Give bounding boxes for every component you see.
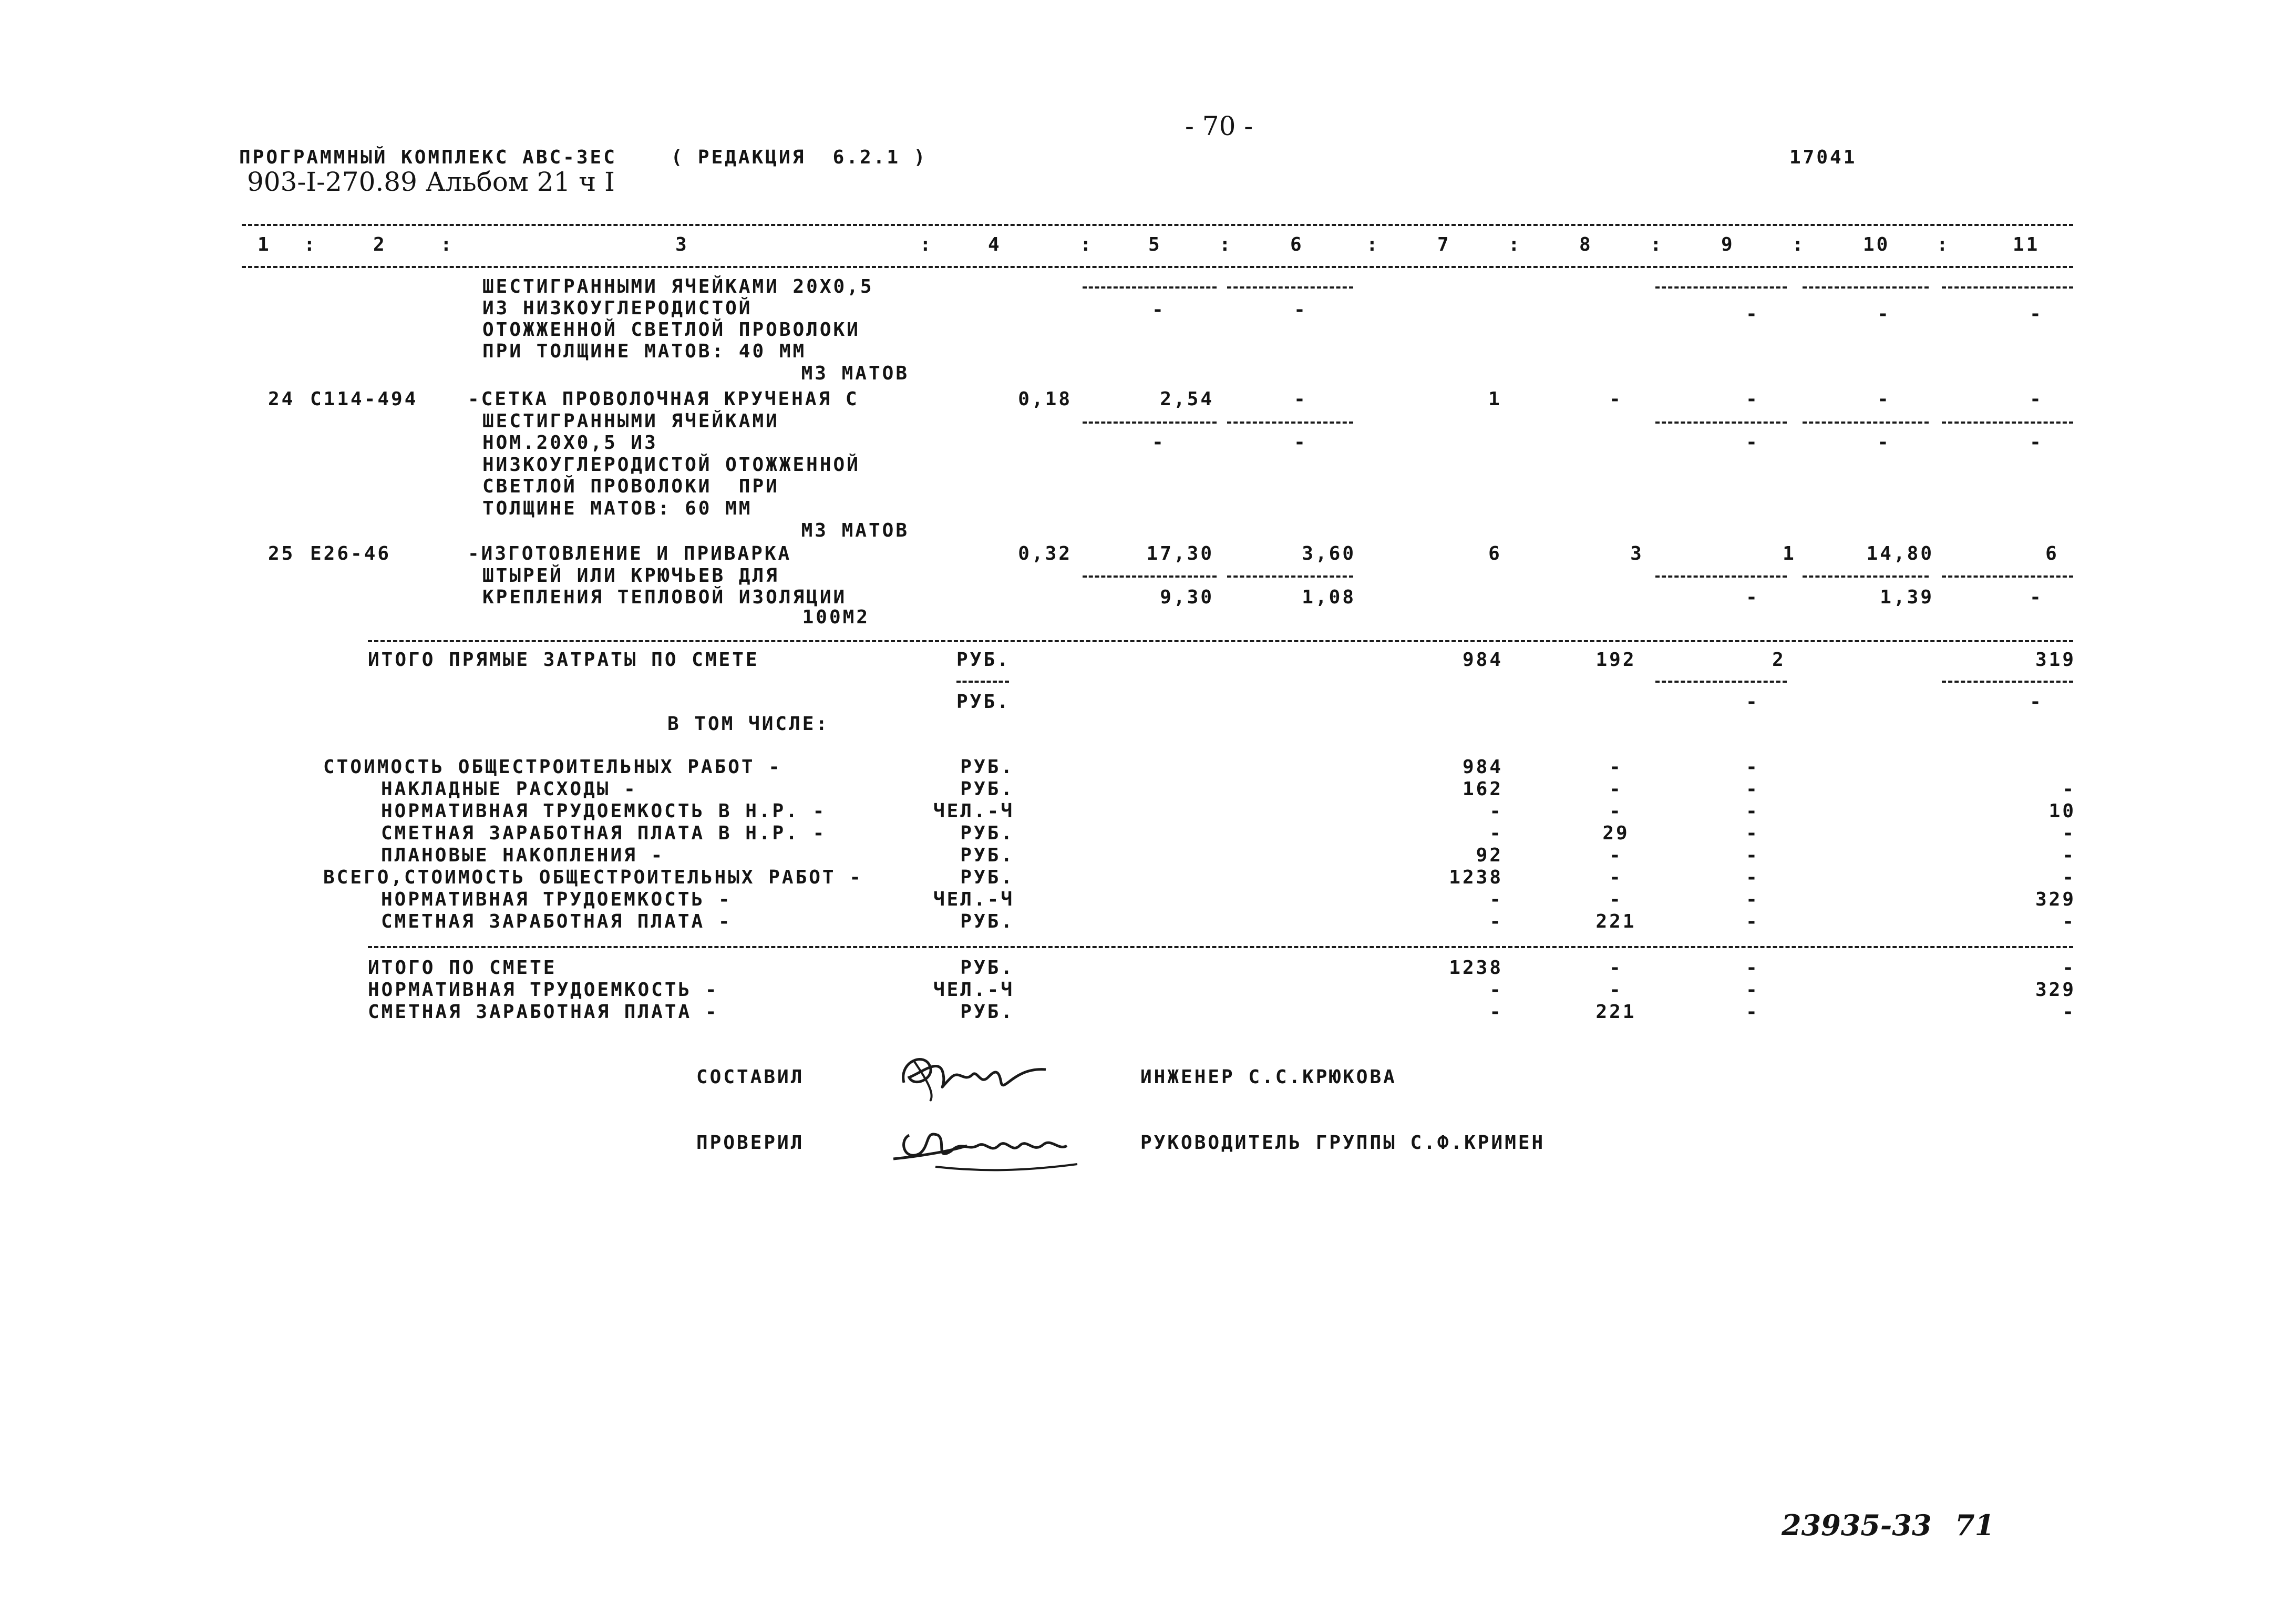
row-cell-11: 329 bbox=[2035, 979, 2076, 1001]
cell-6: 3,60 bbox=[1302, 543, 1356, 564]
row-cell-7: 92 bbox=[1476, 845, 1503, 866]
cell-10: - bbox=[1877, 388, 1891, 410]
row-unit: РУБ. bbox=[960, 867, 1014, 888]
row-label: НОРМАТИВНАЯ ТРУДОЕМКОСТЬ - bbox=[381, 889, 732, 910]
row-cell-11: - bbox=[2062, 957, 2076, 979]
row-cell-11: - bbox=[2062, 1001, 2076, 1023]
signature-role: СОСТАВИЛ bbox=[696, 1066, 805, 1088]
cell-8: - bbox=[1609, 388, 1623, 410]
description-line: ОТОЖЖЕННОЙ СВЕТЛОЙ ПРОВОЛОКИ bbox=[482, 319, 860, 341]
totals-unit: РУБ. bbox=[956, 649, 1011, 671]
row-unit: РУБ. bbox=[960, 778, 1014, 800]
unit-label: 100М2 bbox=[802, 606, 870, 628]
final-rule bbox=[368, 946, 2073, 948]
row-unit: ЧЕЛ.-Ч bbox=[933, 889, 1014, 910]
row-cell-8: - bbox=[1609, 957, 1623, 979]
value-underline bbox=[1942, 681, 2073, 683]
row-label: НОРМАТИВНАЯ ТРУДОЕМКОСТЬ - bbox=[368, 979, 719, 1001]
cell-10-lower: - bbox=[1877, 431, 1891, 453]
value-underline bbox=[1655, 286, 1787, 289]
cell-11-lower: - bbox=[2030, 303, 2043, 325]
column-header: 9 bbox=[1721, 234, 1735, 255]
column-header: 3 bbox=[675, 234, 689, 255]
row-cell-8: - bbox=[1609, 800, 1623, 822]
cell-10-lower: 1,39 bbox=[1880, 587, 1934, 608]
value-underline bbox=[1083, 286, 1217, 289]
cell-9: - bbox=[1746, 388, 1759, 410]
column-separator: : bbox=[440, 234, 454, 255]
row-cell-9: - bbox=[1746, 823, 1759, 844]
row-cell-7: 984 bbox=[1462, 756, 1503, 778]
row-unit: РУБ. bbox=[960, 911, 1014, 932]
cell-11: 6 bbox=[2045, 543, 2059, 564]
cell-11-lower: - bbox=[2030, 431, 2043, 453]
value-underline bbox=[1803, 286, 1929, 289]
cell-9-lower: - bbox=[1746, 587, 1759, 608]
column-header: 4 bbox=[988, 234, 1002, 255]
totals-rule bbox=[368, 640, 2073, 642]
cell-11: - bbox=[2030, 388, 2043, 410]
cell-9-lower: - bbox=[1746, 303, 1759, 325]
column-header: 1 bbox=[258, 234, 271, 255]
totals-label: ИТОГО ПРЯМЫЕ ЗАТРАТЫ ПО СМЕТЕ bbox=[368, 649, 759, 671]
value-underline bbox=[1655, 422, 1787, 424]
cell-9-lower: - bbox=[1746, 431, 1759, 453]
column-separator: : bbox=[1650, 234, 1664, 255]
value-underline bbox=[1942, 286, 2073, 289]
value-underline bbox=[1803, 575, 1929, 578]
row-cell-9: - bbox=[1746, 889, 1759, 910]
row-cell-9: - bbox=[1746, 979, 1759, 1001]
cell-10-lower: - bbox=[1877, 303, 1891, 325]
row-cell-11: 329 bbox=[2035, 889, 2076, 910]
program-title: ПРОГРАММНЫЙ КОМПЛЕКС АВС-3ЕС ( РЕДАКЦИЯ 6.2.1 ) bbox=[239, 147, 928, 168]
row-unit: РУБ. bbox=[960, 1001, 1014, 1023]
row-label: СМЕТНАЯ ЗАРАБОТНАЯ ПЛАТА - bbox=[368, 1001, 719, 1023]
totals-cell-8: 192 bbox=[1595, 649, 1636, 671]
column-separator: : bbox=[1219, 234, 1233, 255]
row-cell-9: - bbox=[1746, 911, 1759, 932]
value-underline bbox=[1227, 422, 1353, 424]
description-line: ШТЫРЕЙ ИЛИ КРЮЧЬЕВ ДЛЯ bbox=[482, 565, 779, 587]
cell-7: 6 bbox=[1488, 543, 1502, 564]
row-unit: РУБ. bbox=[960, 957, 1014, 979]
row-label: ВСЕГО,СТОИМОСТЬ ОБЩЕСТРОИТЕЛЬНЫХ РАБОТ - bbox=[323, 867, 863, 888]
cell-5-lower: - bbox=[1152, 299, 1166, 321]
description-line: НИЗКОУГЛЕРОДИСТОЙ ОТОЖЖЕННОЙ bbox=[482, 454, 860, 476]
value-underline bbox=[1803, 422, 1929, 424]
description-line: -ИЗГОТОВЛЕНИЕ И ПРИВАРКА bbox=[468, 543, 792, 564]
description-line: ИЗ НИЗКОУГЛЕРОДИСТОЙ bbox=[482, 297, 753, 319]
unit-underline bbox=[956, 681, 1009, 683]
row-cell-11: 10 bbox=[2048, 800, 2076, 822]
row-cell-9: - bbox=[1746, 845, 1759, 866]
footer-sheet: 71 bbox=[1955, 1508, 1995, 1542]
row-cell-11: - bbox=[2062, 867, 2076, 888]
row-cell-7: 1238 bbox=[1449, 957, 1503, 979]
row-cell-7: - bbox=[1489, 823, 1503, 844]
value-underline bbox=[1655, 575, 1787, 578]
description-line: ТОЛЩИНЕ МАТОВ: 60 ММ bbox=[482, 498, 753, 519]
page-number: - 70 - bbox=[1185, 111, 1253, 141]
cell-5-lower: - bbox=[1152, 431, 1166, 453]
cell-5: 2,54 bbox=[1160, 388, 1214, 410]
totals-unit-lower: РУБ. bbox=[956, 691, 1011, 713]
cell-4: 0,18 bbox=[1018, 388, 1072, 410]
row-cell-7: - bbox=[1489, 1001, 1503, 1023]
row-cell-7: 1238 bbox=[1449, 867, 1503, 888]
cell-6-lower: 1,08 bbox=[1302, 587, 1356, 608]
signature-role: ПРОВЕРИЛ bbox=[696, 1132, 805, 1154]
cell-9: 1 bbox=[1783, 543, 1796, 564]
footer-code: 23935-33 bbox=[1782, 1508, 1932, 1542]
row-label: ПЛАНОВЫЕ НАКОПЛЕНИЯ - bbox=[381, 845, 665, 866]
totals-cell-7: 984 bbox=[1462, 649, 1503, 671]
column-header: 10 bbox=[1863, 234, 1890, 255]
row-cell-9: - bbox=[1746, 778, 1759, 800]
row-cell-8: - bbox=[1609, 889, 1623, 910]
value-underline bbox=[1083, 422, 1217, 424]
description-line: ПРИ ТОЛЩИНЕ МАТОВ: 40 ММ bbox=[482, 341, 807, 362]
row-cell-9: - bbox=[1746, 1001, 1759, 1023]
row-cell-9: - bbox=[1746, 867, 1759, 888]
column-header: 6 bbox=[1290, 234, 1304, 255]
row-label: СМЕТНАЯ ЗАРАБОТНАЯ ПЛАТА В Н.Р. - bbox=[381, 823, 827, 844]
item-number: 25 bbox=[268, 543, 295, 564]
column-header: 7 bbox=[1437, 234, 1451, 255]
column-header: 5 bbox=[1148, 234, 1162, 255]
row-unit: ЧЕЛ.-Ч bbox=[933, 979, 1014, 1001]
row-unit: РУБ. bbox=[960, 756, 1014, 778]
row-label: СТОИМОСТЬ ОБЩЕСТРОИТЕЛЬНЫХ РАБОТ - bbox=[323, 756, 782, 778]
row-cell-8: - bbox=[1609, 867, 1623, 888]
row-cell-9: - bbox=[1746, 957, 1759, 979]
cell-6-lower: - bbox=[1294, 299, 1307, 321]
column-separator: : bbox=[304, 234, 317, 255]
document-code: 17041 bbox=[1789, 147, 1857, 168]
item-number: 24 bbox=[268, 388, 295, 410]
row-label: СМЕТНАЯ ЗАРАБОТНАЯ ПЛАТА - bbox=[381, 911, 732, 932]
totals-cell-11-lower: - bbox=[2030, 691, 2043, 713]
cell-7: 1 bbox=[1488, 388, 1502, 410]
description-line: КРЕПЛЕНИЯ ТЕПЛОВОЙ ИЗОЛЯЦИИ bbox=[482, 587, 847, 608]
unit-label: М3 МАТОВ bbox=[801, 520, 909, 541]
description-line: -СЕТКА ПРОВОЛОЧНАЯ КРУЧЕНАЯ С bbox=[468, 388, 859, 410]
value-underline bbox=[1227, 575, 1353, 578]
totals-cell-9: 2 bbox=[1772, 649, 1786, 671]
description-line: ШЕСТИГРАННЫМИ ЯЧЕЙКАМИ bbox=[482, 410, 779, 432]
row-cell-8: - bbox=[1609, 979, 1623, 1001]
row-cell-11: - bbox=[2062, 845, 2076, 866]
unit-label: М3 МАТОВ bbox=[801, 363, 909, 384]
including-label: В ТОМ ЧИСЛЕ: bbox=[667, 713, 830, 735]
row-unit: РУБ. bbox=[960, 845, 1014, 866]
row-cell-7: 162 bbox=[1462, 778, 1503, 800]
row-cell-8: 29 bbox=[1602, 823, 1630, 844]
value-underline bbox=[1942, 575, 2073, 578]
totals-cell-11: 319 bbox=[2035, 649, 2076, 671]
column-header: 2 bbox=[373, 234, 387, 255]
row-cell-9: - bbox=[1746, 800, 1759, 822]
cell-11-lower: - bbox=[2030, 587, 2043, 608]
column-header: 8 bbox=[1579, 234, 1593, 255]
description-line: НОМ.20Х0,5 ИЗ bbox=[482, 432, 658, 454]
handwritten-signature-2 bbox=[888, 1114, 1088, 1177]
cell-6-lower: - bbox=[1294, 431, 1307, 453]
handwritten-signature-1 bbox=[893, 1046, 1051, 1104]
cell-10: 14,80 bbox=[1866, 543, 1934, 564]
description-line: ШЕСТИГРАННЫМИ ЯЧЕЙКАМИ 20Х0,5 bbox=[482, 276, 874, 297]
value-underline bbox=[1083, 575, 1217, 578]
value-underline bbox=[1942, 422, 2073, 424]
signature-person: ИНЖЕНЕР С.С.КРЮКОВА bbox=[1140, 1066, 1397, 1088]
row-cell-8: - bbox=[1609, 778, 1623, 800]
column-separator: : bbox=[1508, 234, 1522, 255]
header-top-rule bbox=[242, 224, 2073, 226]
cell-4: 0,32 bbox=[1018, 543, 1072, 564]
value-underline bbox=[1227, 286, 1353, 289]
row-cell-7: - bbox=[1489, 889, 1503, 910]
row-cell-8: 221 bbox=[1595, 911, 1636, 932]
value-underline bbox=[1655, 681, 1787, 683]
cell-5: 17,30 bbox=[1146, 543, 1214, 564]
column-header: 11 bbox=[2013, 234, 2040, 255]
row-cell-9: - bbox=[1746, 756, 1759, 778]
row-cell-11: - bbox=[2062, 823, 2076, 844]
cell-6: - bbox=[1294, 388, 1307, 410]
row-label: НАКЛАДНЫЕ РАСХОДЫ - bbox=[381, 778, 637, 800]
column-separator: : bbox=[1792, 234, 1806, 255]
row-cell-8: - bbox=[1609, 756, 1623, 778]
column-separator: : bbox=[920, 234, 933, 255]
item-code: Е26-46 bbox=[310, 543, 392, 564]
signature-person: РУКОВОДИТЕЛЬ ГРУППЫ С.Ф.КРИМЕН bbox=[1140, 1132, 1546, 1154]
cell-5-lower: 9,30 bbox=[1160, 587, 1214, 608]
column-separator: : bbox=[1937, 234, 1950, 255]
totals-cell-9-lower: - bbox=[1746, 691, 1759, 713]
row-cell-8: - bbox=[1609, 845, 1623, 866]
row-cell-11: - bbox=[2062, 911, 2076, 932]
column-separator: : bbox=[1080, 234, 1094, 255]
row-label: ИТОГО ПО СМЕТЕ bbox=[368, 957, 557, 979]
row-cell-11: - bbox=[2062, 778, 2076, 800]
row-label: НОРМАТИВНАЯ ТРУДОЕМКОСТЬ В Н.Р. - bbox=[381, 800, 827, 822]
row-unit: ЧЕЛ.-Ч bbox=[933, 800, 1014, 822]
row-cell-8: 221 bbox=[1595, 1001, 1636, 1023]
album-reference: 903-I-270.89 Альбом 21 ч I bbox=[247, 167, 615, 197]
row-unit: РУБ. bbox=[960, 823, 1014, 844]
row-cell-7: - bbox=[1489, 979, 1503, 1001]
header-bottom-rule bbox=[242, 266, 2073, 268]
column-separator: : bbox=[1366, 234, 1380, 255]
item-code: С114-494 bbox=[310, 388, 418, 410]
cell-8: 3 bbox=[1630, 543, 1644, 564]
row-cell-7: - bbox=[1489, 800, 1503, 822]
description-line: СВЕТЛОЙ ПРОВОЛОКИ ПРИ bbox=[482, 476, 779, 497]
row-cell-7: - bbox=[1489, 911, 1503, 932]
